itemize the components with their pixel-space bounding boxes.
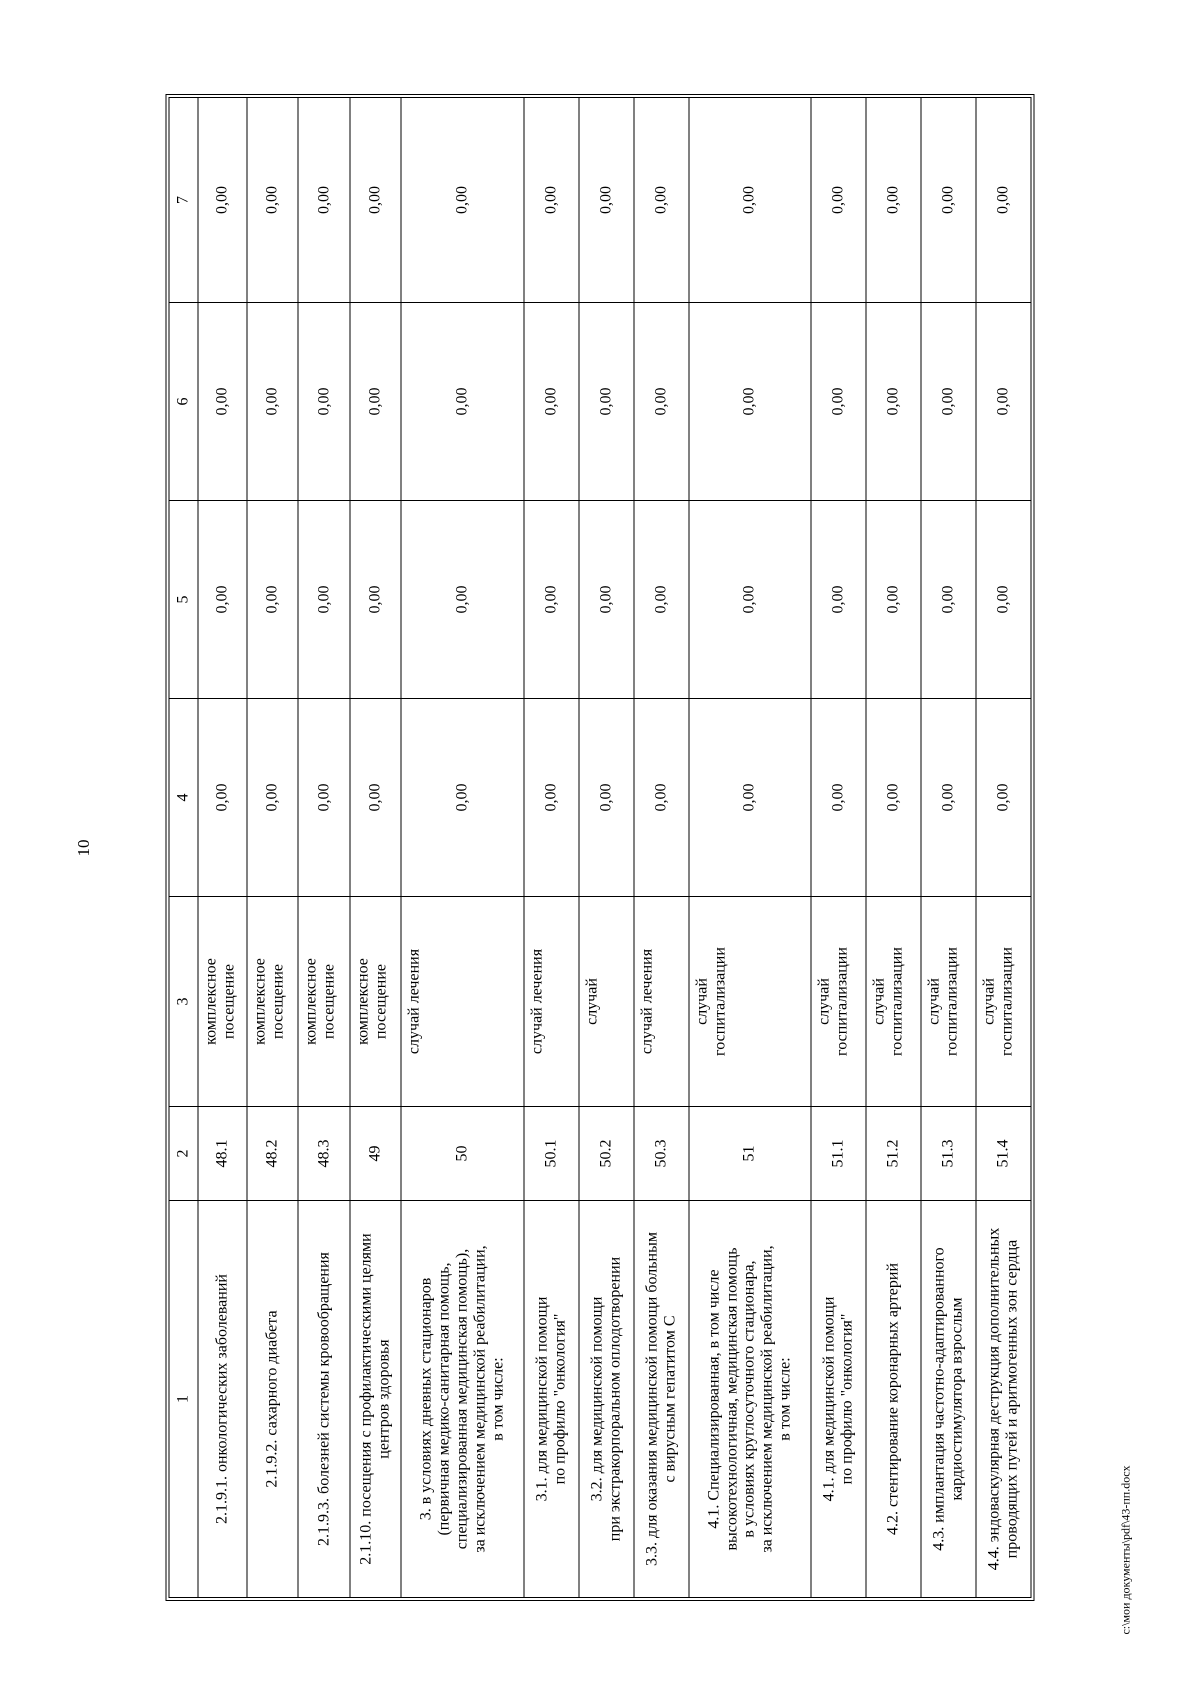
- value-cell: 0,00: [689, 699, 812, 897]
- column-number-header: 3: [169, 897, 198, 1107]
- row-label-cell: 4.1. для медицинской помощи по профилю "онкология": [811, 1201, 866, 1598]
- row-code-cell: 50.2: [579, 1107, 634, 1201]
- value-cell: 0,00: [921, 98, 976, 303]
- table-row: [689, 98, 812, 1598]
- column-number-header: 6: [169, 303, 198, 501]
- value-cell: 0,00: [401, 303, 524, 501]
- row-label-cell: 3.1. для медицинской помощи по профилю "онкология": [524, 1201, 579, 1598]
- value-cell: 0,00: [401, 699, 524, 897]
- table-row: [921, 98, 976, 1598]
- value-cell: 0,00: [350, 98, 401, 303]
- value-cell: 0,00: [579, 98, 634, 303]
- value-cell: 0,00: [811, 699, 866, 897]
- value-cell: 0,00: [198, 98, 247, 303]
- unit-cell: комплексное посещение: [350, 897, 401, 1107]
- unit-cell: случай госпитализации: [921, 897, 976, 1107]
- unit-cell: случай лечения: [524, 897, 579, 1107]
- table-row: [579, 98, 634, 1598]
- table-row: [247, 98, 298, 1598]
- value-cell: 0,00: [298, 699, 349, 897]
- data-table-container: [169, 98, 1032, 1598]
- data-table: [169, 97, 1032, 1598]
- row-code-cell: 48.1: [198, 1107, 247, 1201]
- value-cell: 0,00: [579, 501, 634, 699]
- row-label-cell: 3.2. для медицинской помощи при экстракорпоральном оплодотворении: [579, 1201, 634, 1598]
- value-cell: 0,00: [247, 501, 298, 699]
- row-code-cell: 51: [689, 1107, 812, 1201]
- unit-cell: комплексное посещение: [198, 897, 247, 1107]
- value-cell: 0,00: [198, 303, 247, 501]
- unit-cell: случай госпитализации: [811, 897, 866, 1107]
- unit-cell: случай лечения: [401, 897, 524, 1107]
- value-cell: 0,00: [976, 303, 1031, 501]
- row-label-cell: 4.2. стентирование коронарных артерий: [866, 1201, 921, 1598]
- value-cell: 0,00: [921, 699, 976, 897]
- table-row: [634, 98, 689, 1598]
- row-code-cell: 51.1: [811, 1107, 866, 1201]
- column-number-header: 5: [169, 501, 198, 699]
- column-number-header: 4: [169, 699, 198, 897]
- row-code-cell: 48.3: [298, 1107, 349, 1201]
- page-number: 10: [74, 839, 93, 857]
- value-cell: 0,00: [811, 501, 866, 699]
- value-cell: 0,00: [524, 303, 579, 501]
- value-cell: 0,00: [579, 303, 634, 501]
- row-label-cell: 2.1.9.2. сахарного диабета: [247, 1201, 298, 1598]
- value-cell: 0,00: [579, 699, 634, 897]
- footer-file-path: c:\мои документы\pdf\43-пп.docx: [1118, 1465, 1133, 1635]
- row-code-cell: 49: [350, 1107, 401, 1201]
- value-cell: 0,00: [350, 501, 401, 699]
- value-cell: 0,00: [350, 699, 401, 897]
- value-cell: 0,00: [634, 501, 689, 699]
- value-cell: 0,00: [198, 501, 247, 699]
- value-cell: 0,00: [247, 699, 298, 897]
- value-cell: 0,00: [866, 699, 921, 897]
- column-number-header: 2: [169, 1107, 198, 1201]
- row-label-cell: 2.1.9.1. онкологических заболеваний: [198, 1201, 247, 1598]
- table-body: [169, 98, 1031, 1598]
- row-code-cell: 51.4: [976, 1107, 1031, 1201]
- unit-cell: случай госпитализации: [976, 897, 1031, 1107]
- value-cell: 0,00: [921, 501, 976, 699]
- table-row: [976, 98, 1031, 1598]
- table-row: [350, 98, 401, 1598]
- value-cell: 0,00: [198, 699, 247, 897]
- column-number-header: 1: [169, 1201, 198, 1598]
- row-label-cell: 3. в условиях дневных стационаров (первичная медико-санитарная помощь, специализированная медицинская помощь), за исключением медицинской реабилитации, в том числе:: [401, 1201, 524, 1598]
- value-cell: 0,00: [634, 303, 689, 501]
- value-cell: 0,00: [976, 501, 1031, 699]
- table-row: [866, 98, 921, 1598]
- table-row: [298, 98, 349, 1598]
- row-label-cell: 2.1.9.3. болезней системы кровообращения: [298, 1201, 349, 1598]
- value-cell: 0,00: [401, 501, 524, 699]
- unit-cell: случай: [579, 897, 634, 1107]
- row-code-cell: 51.3: [921, 1107, 976, 1201]
- row-code-cell: 50.3: [634, 1107, 689, 1201]
- row-code-cell: 50: [401, 1107, 524, 1201]
- value-cell: 0,00: [350, 303, 401, 501]
- table-row: [198, 98, 247, 1598]
- table-row: [811, 98, 866, 1598]
- value-cell: 0,00: [689, 501, 812, 699]
- table-row: [524, 98, 579, 1598]
- unit-cell: случай госпитализации: [689, 897, 812, 1107]
- row-label-cell: 4.4. эндоваскулярная деструкция дополнительных проводящих путей и аритмогенных зон сердца: [976, 1201, 1031, 1598]
- column-number-header: 7: [169, 98, 198, 303]
- value-cell: 0,00: [634, 699, 689, 897]
- value-cell: 0,00: [298, 98, 349, 303]
- value-cell: 0,00: [524, 501, 579, 699]
- row-label-cell: 4.1. Специализированная, в том числе высокотехнологичная, медицинская помощь в условиях круглосуточного стационара, за исключением медицинской реабилитации, в том числе:: [689, 1201, 812, 1598]
- value-cell: 0,00: [298, 303, 349, 501]
- unit-cell: комплексное посещение: [298, 897, 349, 1107]
- value-cell: 0,00: [866, 303, 921, 501]
- row-label-cell: 2.1.10. посещения с профилактическими целями центров здоровья: [350, 1201, 401, 1598]
- value-cell: 0,00: [811, 303, 866, 501]
- table-header-row: [169, 98, 198, 1598]
- value-cell: 0,00: [298, 501, 349, 699]
- row-code-cell: 50.1: [524, 1107, 579, 1201]
- value-cell: 0,00: [921, 303, 976, 501]
- row-code-cell: 48.2: [247, 1107, 298, 1201]
- value-cell: 0,00: [524, 699, 579, 897]
- value-cell: 0,00: [401, 98, 524, 303]
- value-cell: 0,00: [247, 303, 298, 501]
- value-cell: 0,00: [866, 501, 921, 699]
- value-cell: 0,00: [247, 98, 298, 303]
- value-cell: 0,00: [689, 303, 812, 501]
- unit-cell: случай лечения: [634, 897, 689, 1107]
- row-label-cell: 4.3. имплантация частотно-адаптированного кардиостимулятора взрослым: [921, 1201, 976, 1598]
- value-cell: 0,00: [634, 98, 689, 303]
- value-cell: 0,00: [866, 98, 921, 303]
- row-label-cell: 3.3. для оказания медицинской помощи больным с вирусным гепатитом С: [634, 1201, 689, 1598]
- value-cell: 0,00: [976, 699, 1031, 897]
- value-cell: 0,00: [524, 98, 579, 303]
- unit-cell: случай госпитализации: [866, 897, 921, 1107]
- value-cell: 0,00: [811, 98, 866, 303]
- unit-cell: комплексное посещение: [247, 897, 298, 1107]
- table-row: [401, 98, 524, 1598]
- value-cell: 0,00: [976, 98, 1031, 303]
- value-cell: 0,00: [689, 98, 812, 303]
- row-code-cell: 51.2: [866, 1107, 921, 1201]
